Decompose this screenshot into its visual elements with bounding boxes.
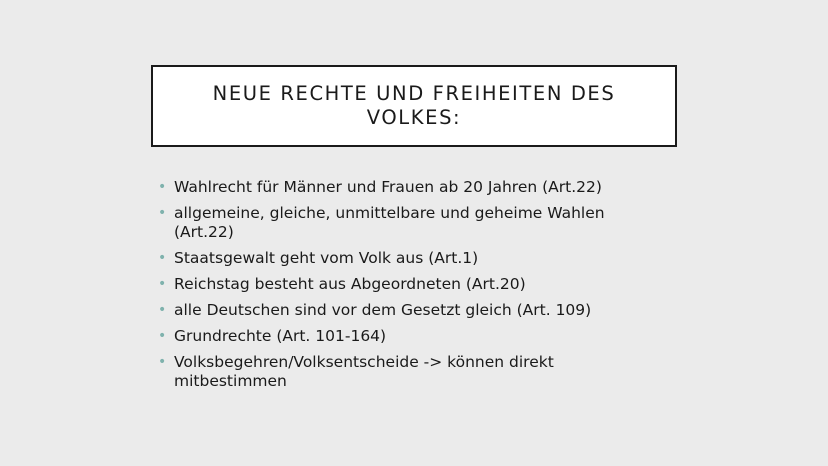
bullet-text: Wahlrecht für Männer und Frauen ab 20 Jahren (Art.22) [174, 178, 602, 196]
bullet-list [158, 178, 658, 398]
bullet-text: Grundrechte (Art. 101-164) [174, 327, 387, 345]
bullet-dot-icon: • [158, 302, 167, 318]
bullet-item [158, 301, 658, 320]
bullet-text: alle Deutschen sind vor dem Gesetzt gleich (Art. 109) [174, 301, 592, 319]
bullet-dot-icon: • [158, 205, 167, 221]
title-box [151, 65, 677, 147]
slide-title: NEUE RECHTE UND FREIHEITEN DES VOLKES: [212, 82, 616, 129]
bullet-dot-icon: • [158, 354, 167, 370]
bullet-dot-icon: • [158, 276, 167, 292]
bullet-dot-icon: • [158, 328, 167, 344]
bullet-text: Volksbegehren/Volksentscheide -> können direkt mitbestimmen [174, 353, 554, 390]
bullet-item [158, 178, 658, 197]
bullet-item [158, 249, 658, 268]
bullet-dot-icon: • [158, 250, 167, 266]
bullet-item [158, 327, 658, 346]
bullet-text: Staatsgewalt geht vom Volk aus (Art.1) [174, 249, 479, 267]
bullet-item [158, 204, 658, 242]
bullet-text: Reichstag besteht aus Abgeordneten (Art.20) [174, 275, 526, 293]
bullet-text: allgemeine, gleiche, unmittelbare und geheime Wahlen (Art.22) [174, 204, 605, 241]
bullet-dot-icon: • [158, 179, 167, 195]
bullet-item [158, 353, 658, 391]
bullet-item [158, 275, 658, 294]
